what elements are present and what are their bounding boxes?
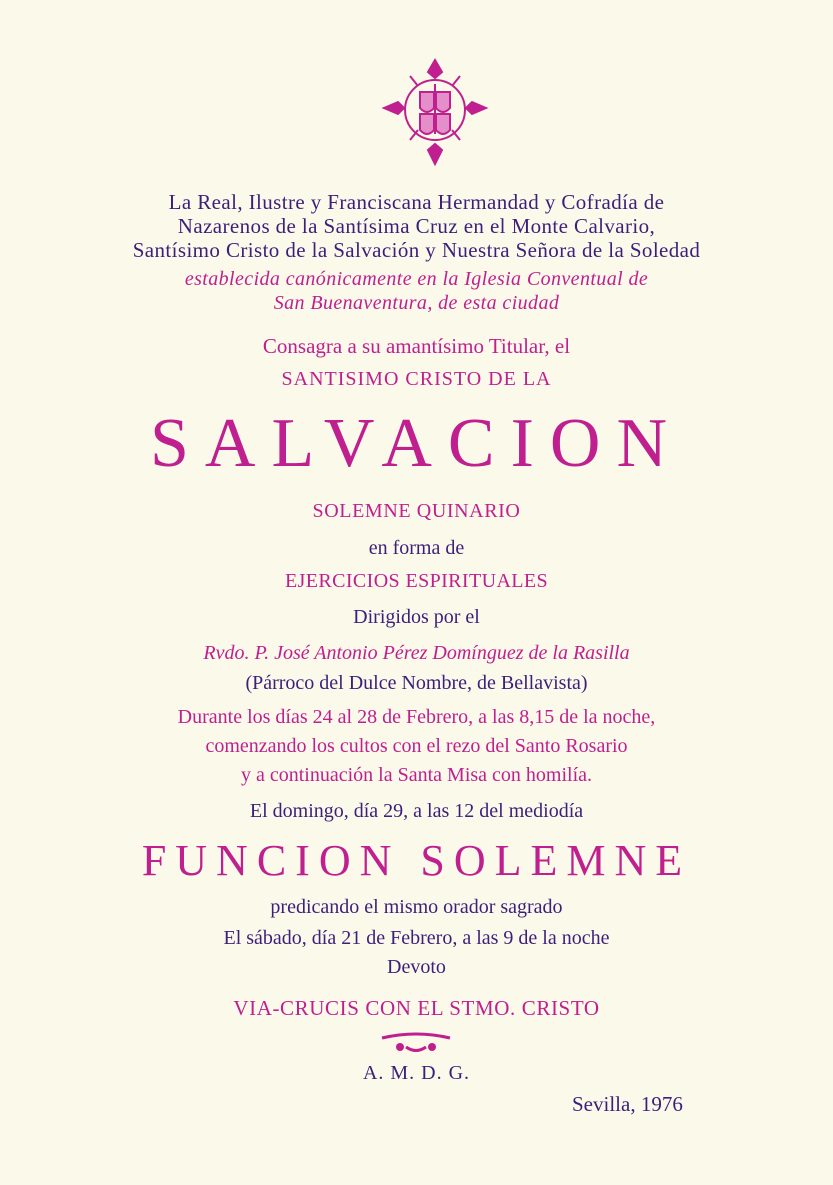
funcion-line-2: predicando el mismo orador sagrado: [270, 896, 563, 918]
header-line-2: Nazarenos de la Santísima Cruz en el Monte Calvario,: [177, 214, 656, 238]
viacrucis-line-2: Devoto: [387, 956, 446, 978]
header-line-4: establecida canónicamente en la Iglesia Conventual de: [184, 268, 649, 290]
cross-with-shields-emblem-icon: [380, 56, 490, 168]
viacrucis-title: VIA-CRUCIS CON EL STMO. CRISTO: [233, 996, 600, 1020]
quinario-line-3: EJERCICIOS ESPIRITUALES: [284, 570, 549, 592]
place-date: Sevilla, 1976: [572, 1092, 683, 1116]
viacrucis-date: El sábado, día 21 de Febrero, a las 9 de la noche: [223, 927, 610, 949]
salvacion-title: SALVACION: [150, 405, 683, 482]
dedication-line-2: SANTISIMO CRISTO DE LA: [281, 368, 552, 390]
preacher-name: Rvdo. P. José Antonio Pérez Domínguez de la Rasilla: [203, 642, 630, 664]
preacher-parish: (Párroco del Dulce Nombre, de Bellavista): [245, 672, 588, 694]
header-line-1: La Real, Ilustre y Franciscana Hermandad y Cofradía de: [168, 190, 665, 214]
funcion-solemne-title: FUNCION SOLEMNE: [141, 836, 692, 885]
quinario-title: SOLEMNE QUINARIO: [312, 500, 521, 522]
amdg: A. M. D. G.: [362, 1062, 471, 1084]
schedule-line-2: comenzando los cultos con el rezo del Santo Rosario: [205, 735, 628, 757]
dedication-line-1: Consagra a su amantísimo Titular, el: [262, 334, 571, 358]
quinario-line-2: en forma de: [368, 537, 465, 559]
funcion-date: El domingo, día 29, a las 12 del mediodía: [249, 800, 584, 822]
header-line-5: San Buenaventura, de esta ciudad: [273, 292, 560, 314]
header-line-3: Santísimo Cristo de la Salvación y Nuestra Señora de la Soledad: [132, 238, 701, 262]
schedule-line-1: Durante los días 24 al 28 de Febrero, a las 8,15 de la noche,: [177, 706, 656, 728]
quinario-line-4: Dirigidos por el: [353, 606, 480, 628]
scroll-ornament-icon: [376, 1030, 456, 1056]
schedule-line-3: y a continuación la Santa Misa con homilía.: [240, 764, 593, 786]
